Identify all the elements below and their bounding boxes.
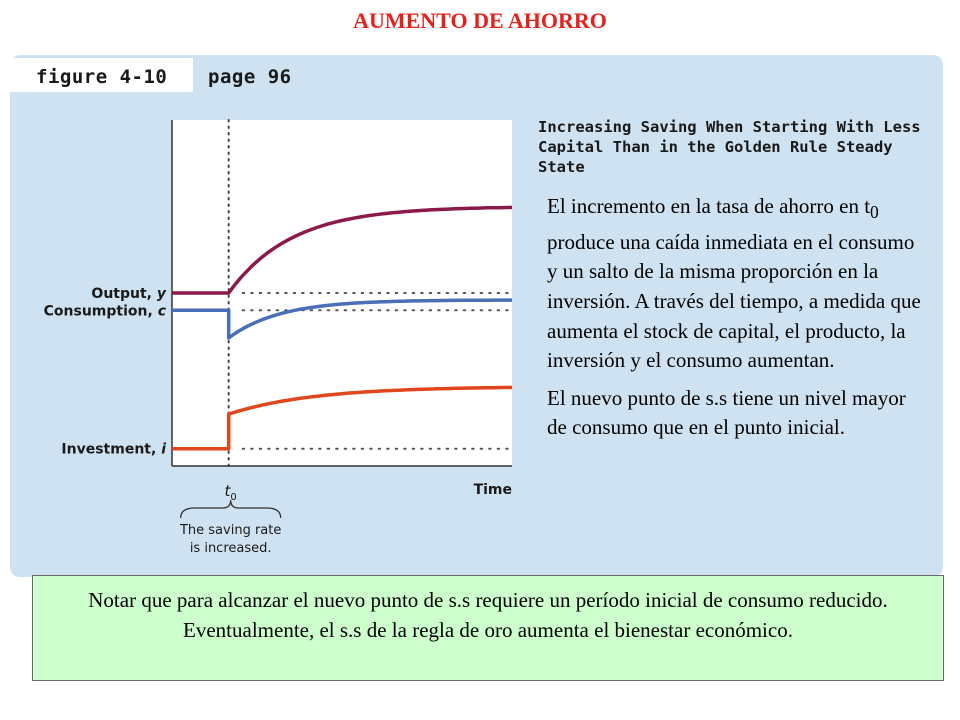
description-paragraph-1 [547, 192, 927, 376]
figure-number: figure 4-10 [36, 66, 168, 88]
series-label-output: Output, y [91, 286, 166, 302]
t0-label: $t_0$ [224, 482, 237, 503]
description-paragraph-2: El nuevo punto de s.s tiene un nivel mayor de consumo que en el punto inicial. [547, 385, 906, 440]
annotation-line-0: The saving rate [179, 523, 282, 538]
series-label-investment: Investment, i [61, 441, 166, 458]
page-title: AUMENTO DE AHORRO [353, 8, 607, 33]
description [547, 192, 927, 451]
description-text-b: produce una caída inmediata en el consumo y un salto de la misma proporción en la inversión. A través del tiempo, a medida que aumenta el stock de capital, el producto, la inversión y el consumo aumentan. [547, 229, 921, 373]
series-label-consumption: Consumption, c [43, 303, 166, 320]
annotation-line-1: is increased. [189, 541, 272, 556]
chart-title: Increasing Saving When Starting With Less Capital Than in the Golden Rule Steady State [538, 118, 921, 176]
description-text-a: El incremento en la tasa de ahorro en t [547, 194, 871, 218]
x-axis-label: Time [473, 482, 512, 498]
description-subscript: 0 [870, 202, 879, 223]
annotation-brace [181, 500, 281, 518]
figure-page: page 96 [208, 66, 292, 88]
note-box: Notar que para alcanzar el nuevo punto de s.s requiere un período inicial de consumo reducido. Eventualmente, el s.s de la regla de oro aumenta el bienestar económico. [32, 575, 944, 681]
